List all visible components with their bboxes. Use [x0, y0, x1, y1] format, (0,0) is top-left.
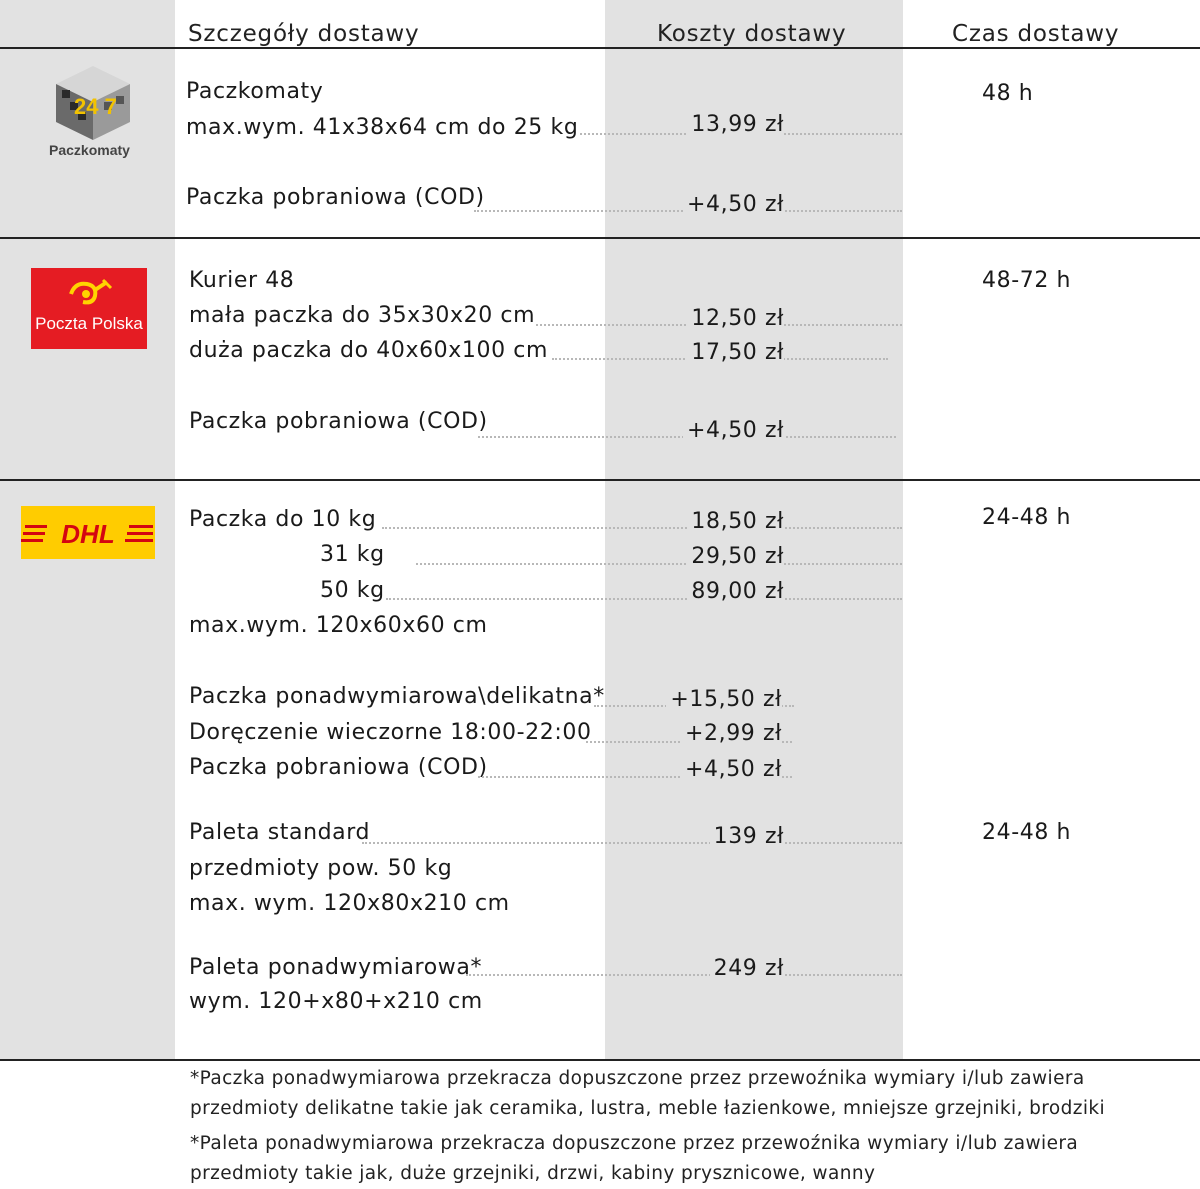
dhl-row1-price — [584, 508, 784, 536]
poczta-polska-logo-text: Poczta Polska — [35, 314, 143, 333]
dhl-dims: max.wym. 120x60x60 cm — [189, 613, 488, 638]
price-text: +4,50 zł — [681, 757, 782, 782]
header-details: Szczegóły dostawy — [188, 21, 420, 47]
table-bottom-divider — [0, 1059, 1200, 1061]
price-text: 12,50 zł — [687, 306, 784, 331]
poczta-cod-label: Paczka pobraniowa (COD) — [189, 409, 488, 434]
dhl-row3-price — [584, 578, 784, 606]
dhl-logo — [21, 506, 155, 559]
dhl-logo-mark — [21, 506, 155, 559]
poczta-small-price — [584, 305, 784, 333]
dhl-pallet-over-label: Paleta ponadwymiarowa* — [189, 955, 483, 980]
dhl-evening-label: Doręczenie wieczorne 18:00-22:00 — [189, 720, 592, 745]
paczkomaty-service: Paczkomaty — [186, 79, 324, 104]
footnote-2-line-2: przedmioty takie jak, duże grzejniki, drzwi, kabiny prysznicowe, wanny — [190, 1163, 876, 1184]
section-divider — [0, 479, 1200, 481]
dhl-row1-label: Paczka do 10 kg — [189, 507, 377, 532]
price-text: 249 zł — [710, 956, 784, 981]
dhl-cod-price — [582, 756, 782, 784]
footnote-1-line-2: przedmioty delikatne takie jak ceramika, lustra, meble łazienkowe, mniejsze grzejniki, brodziki — [190, 1098, 1106, 1119]
footnote-2-line-1: *Paleta ponadwymiarowa przekracza dopuszczone przez przewoźnika wymiary i/lub zawiera — [190, 1133, 1079, 1154]
paczkomaty-price — [584, 111, 784, 139]
header-time: Czas dostawy — [952, 21, 1120, 47]
dhl-oversize-label: Paczka ponadwymiarowa\delikatna* — [189, 684, 605, 709]
price-text: +15,50 zł — [666, 687, 782, 712]
paczkomaty-cod-price — [584, 191, 784, 219]
poczta-small-label: mała paczka do 35x30x20 cm — [189, 303, 536, 328]
dhl-time-parcel: 24-48 h — [982, 505, 1072, 530]
price-text: 17,50 zł — [687, 340, 784, 365]
paczkomaty-dims: max.wym. 41x38x64 cm do 25 kg — [186, 115, 579, 140]
section-divider — [0, 237, 1200, 239]
svg-text:DHL: DHL — [61, 519, 115, 549]
paczkomaty-logo — [48, 62, 138, 162]
poczta-large-price — [584, 339, 784, 367]
dhl-row2-label: 31 kg — [320, 542, 385, 567]
paczkomaty-logo-caption: Paczkomaty — [49, 142, 130, 158]
paczkomaty-cod-label: Paczka pobraniowa (COD) — [186, 185, 485, 210]
dhl-pallet-label: Paleta standard — [189, 820, 371, 845]
price-text: 89,00 zł — [687, 579, 784, 604]
dhl-evening-price — [582, 720, 782, 748]
dhl-oversize-price — [582, 686, 782, 714]
dhl-pallet-desc1: przedmioty pow. 50 kg — [189, 856, 453, 881]
dhl-row3-label: 50 kg — [320, 578, 385, 603]
footnote-1-line-1: *Paczka ponadwymiarowa przekracza dopuszczone przez przewoźnika wymiary i/lub zawiera — [190, 1068, 1085, 1089]
dhl-pallet-desc2: max. wym. 120x80x210 cm — [189, 891, 510, 916]
dhl-pallet-over-dims: wym. 120+x80+x210 cm — [189, 989, 483, 1014]
poczta-time: 48-72 h — [982, 268, 1072, 293]
poczta-service: Kurier 48 — [189, 268, 295, 293]
price-text: 29,50 zł — [687, 544, 784, 569]
price-text: 139 zł — [710, 824, 784, 849]
price-text: +4,50 zł — [683, 192, 784, 217]
dhl-pallet-price — [584, 823, 784, 851]
dhl-time-pallet: 24-48 h — [982, 820, 1072, 845]
poczta-polska-logo — [31, 268, 147, 349]
dhl-row2-price — [584, 543, 784, 571]
poczta-large-label: duża paczka do 40x60x100 cm — [189, 338, 549, 363]
header-divider — [0, 47, 1200, 49]
paczkomaty-time: 48 h — [982, 81, 1034, 106]
price-text: +4,50 zł — [683, 418, 784, 443]
price-text: 13,99 zł — [687, 112, 784, 137]
paczkomaty-cube-icon — [48, 62, 138, 142]
post-horn-icon — [31, 268, 147, 314]
poczta-cod-price — [584, 417, 784, 445]
price-text: +2,99 zł — [681, 721, 782, 746]
svg-text:24 7: 24 7 — [74, 94, 117, 119]
header-costs: Koszty dostawy — [657, 21, 847, 47]
dhl-cod-label: Paczka pobraniowa (COD) — [189, 755, 488, 780]
dhl-pallet-over-price — [584, 955, 784, 983]
price-text: 18,50 zł — [687, 509, 784, 534]
